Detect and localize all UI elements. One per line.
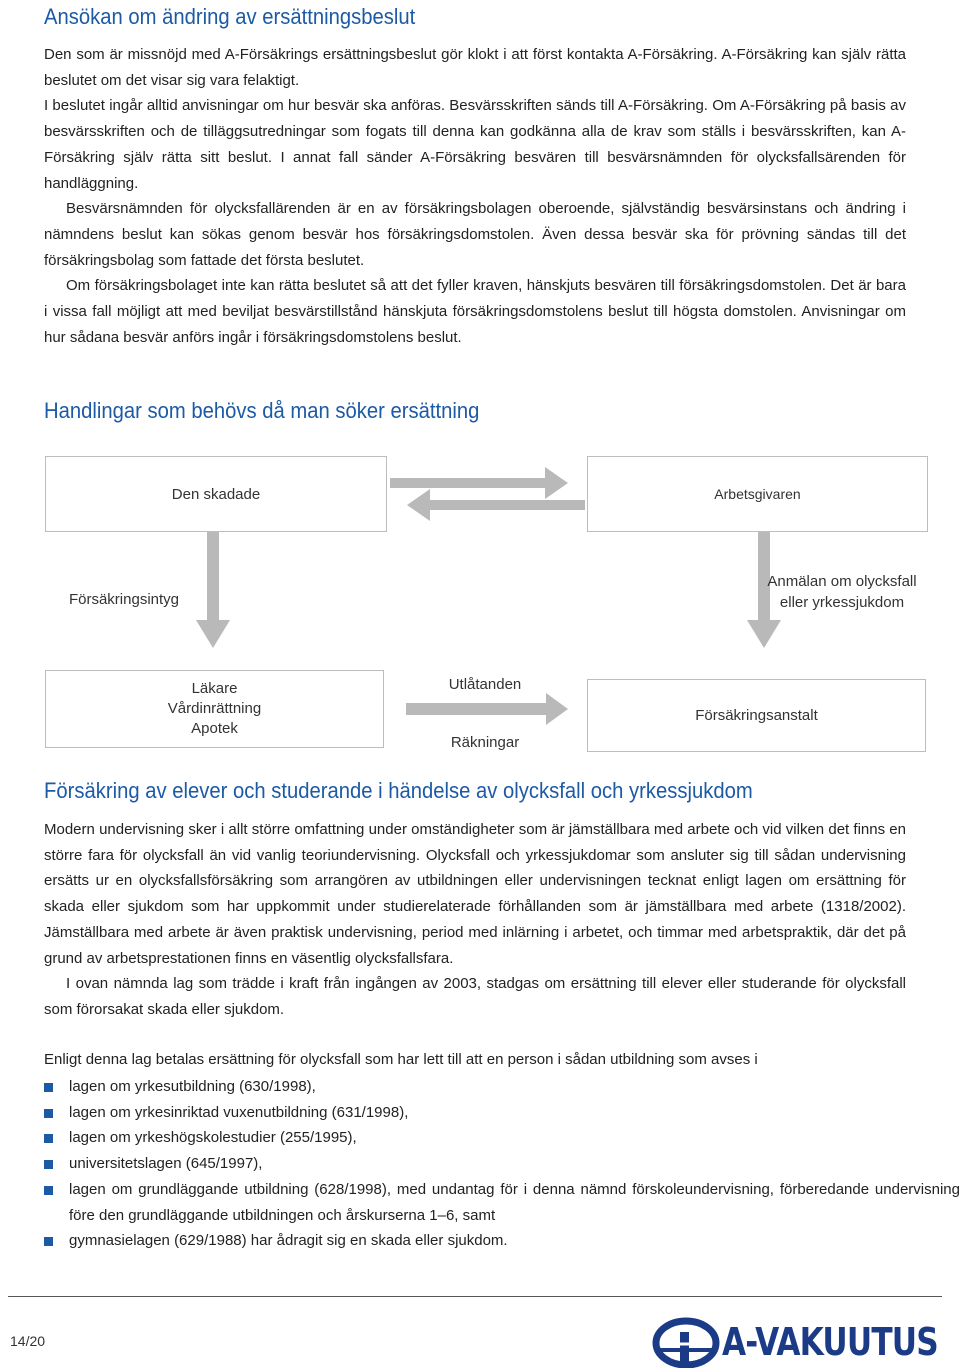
section-title-andring: Ansökan om ändring av ersättningsbeslut [44,4,416,29]
box-forsakringsanstalt [587,679,926,752]
arrow-left [407,489,585,521]
page-number: 14/20 [10,1333,46,1349]
intro-text [44,1047,906,1073]
label-anmalan [752,571,932,613]
list-item-text: lagen om yrkesinriktad vuxenutbildning (631/1998), [69,1103,409,1121]
box-label: Arbetsgivaren [714,486,801,502]
label-forsakringsintyg [56,589,192,610]
paragraph: Enligt denna lag betalas ersättning för olycksfall som har lett till att en person i sådan utbildning som avses i [44,1051,758,1068]
label-text: Utlåtanden [448,676,522,693]
footer-divider [8,1296,942,1297]
section-title-elever: Försäkring av elever och studerande i händelse av olycksfall och yrkessjukdom [44,778,753,803]
label-rakningar [420,732,550,753]
list-item [44,1074,960,1100]
list-item [44,1151,960,1177]
label-text: Försäkringsintyg [68,591,180,608]
list-item-text: lagen om yrkeshögskolestudier (255/1995), [69,1129,357,1147]
box-lakare [45,670,384,748]
box-label: Försäkringsanstalt [695,707,818,724]
label-text: Räkningar [450,734,520,751]
paragraph: Om försäkringsbolaget inte kan rätta beslutet så att det fyller kraven, hänskjuts besvären till försäkringsdomstolen. Det är bara i vissa fall möjligt att med beviljat besvärstillstånd hänskjuta försäkringsdomstolens beslut till högsta domstolen. Anvisningar om hur sådana besvär anförs ingår i försäkringsdomstolens beslut. [44,277,906,346]
list-item-text: universitetslagen (645/1997), [69,1155,263,1173]
box-line: Apotek [191,720,238,737]
label-utlatanden [420,674,550,695]
bullet-square-icon [44,1237,53,1246]
section-body-elever [44,817,906,1023]
label-line: Anmälan om olycksfall [767,573,917,590]
label-line: eller yrkessjukdom [779,594,905,611]
bullet-square-icon [44,1160,53,1169]
bullet-square-icon [44,1186,53,1195]
box-line: Vårdinrättning [167,700,262,717]
list-item-text: lagen om grundläggande utbildning (628/1998), med undantag för i denna nämnd förskoleundervisning, förberedande undervisning före den grundläggande utbildningen och årskurserna 1–6, samt [69,1180,960,1224]
box-den-skadade [45,456,387,532]
paragraph: Besvärsnämnden för olycksfallärenden är en av försäkringsbolagen oberoende, självständig besvärsinstans och ändring i nämndens beslut kan sökas genom besvär hos försäkringsdomstolen. Även dessa besvär ska för prövning sändas till det försäkringsbolag som fattade det första beslutet. [44,200,906,269]
section-title-handlingar: Handlingar som behövs då man söker ersättning [44,398,480,423]
paragraph: Den som är missnöjd med A-Försäkrings ersättningsbeslut gör klokt i att först kontakta A-Försäkring. A-Försäkring kan själv rätta beslutet om det visar sig vara felaktigt. [44,46,906,89]
paragraph: I beslutet ingår alltid anvisningar om hur besvär ska anföras. Besvärsskriften sänds till A-Försäkring. Om A-Försäkring på basis av besvärsskriften och de tilläggsutredningar som fogats till denna kan godkänna alla de krav som ställs i besvärsskriften, kan A-Försäkring själv rätta sitt beslut. I annat fall sänder A-Försäkring besvären till besvärsnämnden för olycksfallsärenden för handläggning. [44,97,906,192]
list-item [44,1177,960,1228]
paragraph: Modern undervisning sker i allt större omfattning under omständigheter som är jämställbara med arbete och vid vilken det finns en större fara för olycksfall än vid vanlig teoriundervisning. Olycksfall och yrkessjukdomar som ansluter sig till sådan undervisning ersätts ur en olycksfallsförsäkring som arrangören av utbildningen eller undervisningen tecknat enligt lagen om ersättning för skada eller sjukdom som har uppkommit under studierelaterade förhållanden som är jämställbara med arbete (1318/2002). Jämställbara med arbete är även praktisk undervisning, period med inlärning i arbetet, och timmar med arbetspraktik, där det på grund av arbetsprestationen finns en väsentlig olycksfallsfara. [44,821,906,967]
box-arbetsgivaren [587,456,928,532]
list-item [44,1125,960,1151]
box-line: Läkare [191,680,238,697]
list-item-text: gymnasielagen (629/1988) har ådragit sig en skada eller sjukdom. [69,1232,508,1250]
list-item [44,1100,960,1126]
bullet-square-icon [44,1134,53,1143]
law-list [44,1074,960,1254]
box-label: Den skadade [171,485,261,503]
list-item [44,1228,960,1254]
arrow-down-left [196,532,230,648]
arrow-right [390,467,568,499]
paragraph: I ovan nämnda lag som trädde i kraft från ingången av 2003, stadgas om ersättning till elever eller studerande för olycksfall som förorsakat skada eller sjukdom. [44,975,906,1018]
list-item-text: lagen om yrkesutbildning (630/1998), [69,1078,316,1095]
a-vakuutus-logo-icon [652,1316,720,1368]
bullet-square-icon [44,1109,53,1118]
logo-wordmark: A-VAKUUTUS [722,1320,938,1364]
bullet-square-icon [44,1083,53,1092]
